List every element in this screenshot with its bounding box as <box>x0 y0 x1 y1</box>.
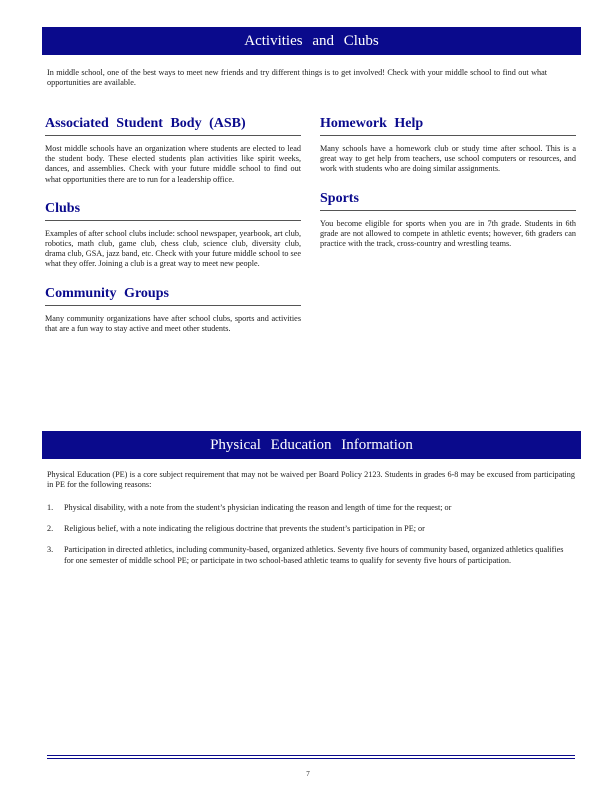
list-item-number: 2. <box>47 524 54 534</box>
list-item <box>47 545 575 565</box>
list-item-text: Participation in directed athletics, including community-based, organized athletics. Seventy five hours of community based, organized athletics qualifies for one semester of middle school PE; or participate in two school-based athletic teams to qualify for seventy five hours of participation. <box>64 545 564 565</box>
clubs-text: Examples of after school clubs include: school newspaper, yearbook, art club, robotics, math club, game club, chess club, science club, diversity club, drama club, GSA, jazz band, etc. Check with your future middle school to see what they offer. Joining a club is a great way to meet new people. <box>45 228 301 269</box>
homework-text: Many schools have a homework club or study time after school. This is a great way to get help from teachers, use school computers or resources, and work with students who are doing similar assignments. <box>320 144 576 174</box>
asb-section <box>45 116 301 185</box>
clubs-section <box>45 201 301 270</box>
pe-intro-text: Physical Education (PE) is a core subject requirement that may not be waived per Board Policy 2123. Students in grades 6-8 may be excused from participating in PE for the following reasons: <box>47 470 575 490</box>
homework-section <box>320 116 576 175</box>
pe-reasons-list <box>47 503 575 577</box>
footer-line-bottom <box>47 758 575 759</box>
asb-text: Most middle schools have an organization where students are elected to lead the student body. These elected students plan activities like spirit weeks, dances, and assemblies. Check with your future middle school to find out what opportunities there are to run for a leadership office. <box>45 144 301 184</box>
homework-heading: Homework Help <box>320 116 576 136</box>
clubs-heading: Clubs <box>45 201 301 221</box>
footer-rule <box>47 755 575 759</box>
sports-text: You become eligible for sports when you are in 7th grade. Students in 6th grade are not allowed to compete in athletic events; however, 6th graders can practice with the track, cross-country and wrestling teams. <box>320 218 576 249</box>
intro-text: In middle school, one of the best ways to meet new friends and try different things is to get involved! Check with your middle school to find out what opportunities are available. <box>47 68 547 88</box>
list-item-text: Physical disability, with a note from the student’s physician indicating the reason and length of time for the request; or <box>64 503 452 512</box>
page-number: 7 <box>306 770 310 778</box>
left-column <box>45 116 301 350</box>
community-text: Many community organizations have after school clubs, sports and activities that are a fun way to stay active and meet other students. <box>45 313 301 333</box>
list-item <box>47 503 575 513</box>
list-item-text: Religious belief, with a note indicating the religious doctrine that prevents the student’s participation in PE; or <box>64 524 425 534</box>
community-heading: Community Groups <box>45 286 301 306</box>
list-item <box>47 524 575 534</box>
list-item-number: 3. <box>47 545 54 555</box>
community-section <box>45 286 301 334</box>
sports-section <box>320 191 576 250</box>
right-column <box>320 116 576 265</box>
asb-heading: Associated Student Body (ASB) <box>45 116 301 136</box>
pe-banner: Physical Education Information <box>42 431 581 459</box>
activities-banner: Activities and Clubs <box>42 27 581 55</box>
sports-heading: Sports <box>320 191 576 211</box>
list-item-number: 1. <box>47 503 54 512</box>
